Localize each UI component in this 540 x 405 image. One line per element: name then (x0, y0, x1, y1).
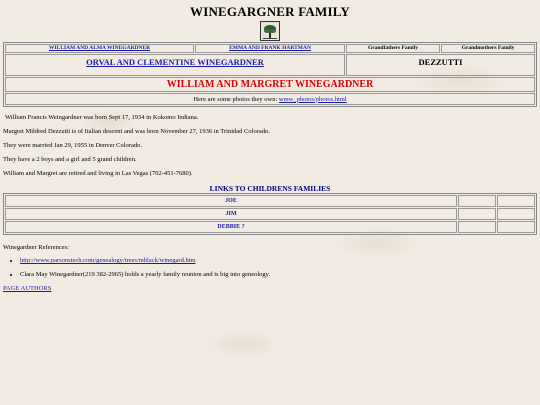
list-item: • Clara May Winegardner(219 382-2965) holds a yearly family reunion and is big into geneology. (20, 270, 537, 279)
child-link-joe[interactable]: JOE (5, 195, 457, 207)
photos-link[interactable]: wmw_photos/photos.html (278, 95, 347, 103)
couple-name: WILLIAM AND MARGRET WINEGARDNER (5, 77, 535, 92)
bio-paragraph: Margret Mildred Dezzutti is of Italian descent and was born November 27, 1936 in Trinidad Colorado. (3, 128, 270, 135)
bio-paragraph: William Francis Weingardner was born Sept 17, 1934 in Kokomo Indiana. (5, 114, 199, 121)
table-row (5, 195, 535, 207)
children-table (3, 193, 537, 235)
references-list (3, 256, 537, 279)
grandparents-winegardner-cell (5, 44, 194, 53)
bio-paragraph: They have a 2 boys and a girl and 5 grand children. (3, 156, 137, 163)
bio-paragraph: They were married Jan 29, 1955 in Denver Colorado. (3, 142, 142, 149)
empty-cell (497, 195, 535, 207)
bio-paragraph: William and Margret are retired and living in Las Vegas (702-451-7680). (3, 170, 193, 177)
parents-winegardner-link[interactable]: ORVAL AND CLEMENTINE WINEGARDNER (86, 57, 264, 67)
photos-cell (5, 93, 535, 105)
parents-winegardner-cell (5, 54, 345, 76)
children-links-heading: LINKS TO CHILDRENS FAMILIES (209, 184, 331, 193)
references-heading: Winegardner References: (3, 244, 69, 251)
family-tree-icon (260, 21, 280, 41)
page-authors-container (3, 285, 537, 292)
empty-cell (497, 221, 535, 233)
grandfathers-family-label: Grandfathers Family (346, 44, 440, 53)
page-content (3, 3, 537, 292)
list-item (20, 256, 537, 265)
grandmothers-family-label: Grandmothers Family (441, 44, 535, 53)
photos-label: Here are some photos they own: (193, 95, 279, 103)
child-link-jim[interactable]: JIM (5, 208, 457, 220)
empty-cell (458, 208, 496, 220)
empty-cell (458, 221, 496, 233)
table-row (5, 208, 535, 220)
parents-dezzutti-cell: DEZZUTTI (346, 54, 535, 76)
grandparents-hartman-link[interactable]: EMMA AND FRANK HARTMAN (229, 45, 311, 51)
grandparents-hartman-cell (195, 44, 345, 53)
grandparents-winegardner-link[interactable]: WILLIAM AND ALMA WINEGARDNER (48, 45, 151, 51)
child-link-debbie[interactable]: DEBBIE ? (5, 221, 457, 233)
empty-cell (497, 208, 535, 220)
ancestry-table (3, 42, 537, 107)
page-title: WINEGARGNER FAMILY (190, 4, 350, 19)
page-authors-link[interactable]: PAGE AUTHORS (3, 285, 52, 292)
reference-link[interactable]: http://www.parsonstech.com/genealogy/trees/mblack/winegard.htm (20, 257, 196, 264)
table-row (5, 221, 535, 233)
empty-cell (458, 195, 496, 207)
